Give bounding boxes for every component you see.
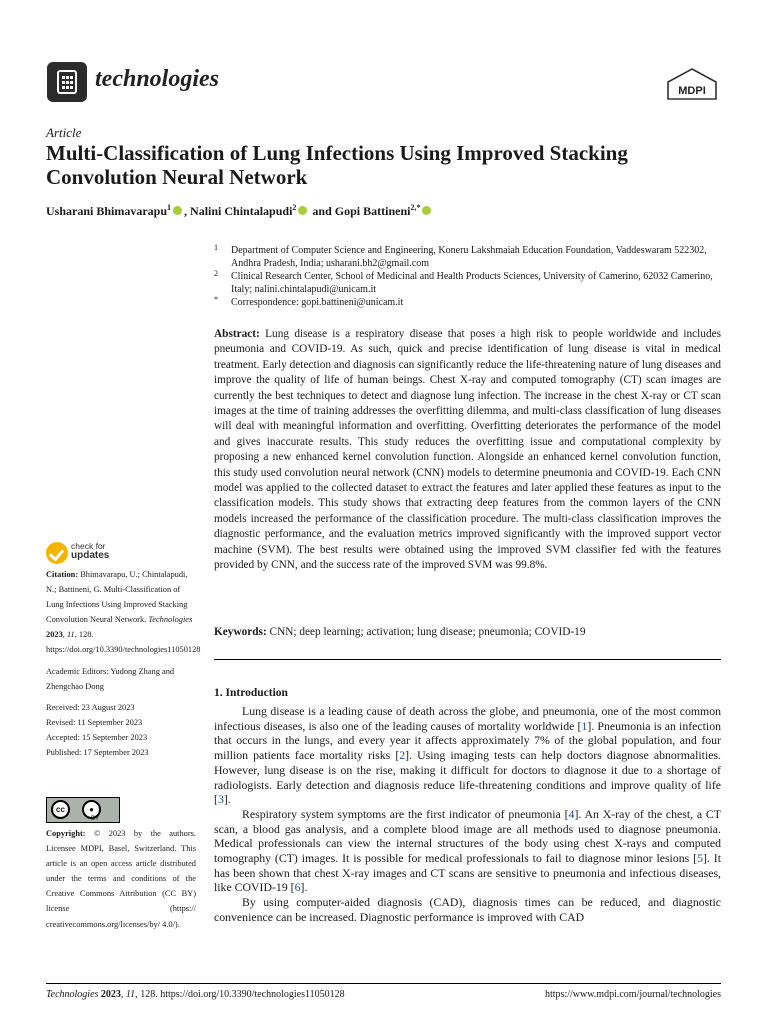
- keywords: [214, 626, 721, 638]
- affiliation-text: Correspondence: gopi.battineni@unicam.it: [231, 297, 404, 308]
- footer-year: 2023: [100, 989, 121, 1000]
- text-run: ].: [223, 792, 231, 807]
- section-heading: 1. Introduction: [214, 687, 288, 699]
- author-name: Nalini Chintalapudi: [190, 204, 293, 218]
- check-for-updates-label[interactable]: [71, 542, 109, 560]
- citation-link[interactable]: 5: [697, 851, 703, 866]
- citation-link[interactable]: 3: [217, 792, 224, 807]
- paragraph: [214, 704, 721, 807]
- check-line-2: updates: [71, 550, 110, 561]
- mdpi-logo-icon: [666, 68, 718, 100]
- check-line-1: check for: [71, 541, 106, 551]
- text-run: ]. An X-ray of the chest, a CT scan, a blood gas analysis, and a complete blood image are all methods used to diagnose pneumonia. Medical professionals can view the internal structures of the body using chest X-rays and computed tomography (CT) images. It is possible for medical professionals to fail to diagnose minor lesions [: [214, 806, 721, 866]
- accepted-date: Accepted: 15 September 2023: [46, 732, 148, 742]
- keywords-label: Keywords:: [214, 626, 267, 638]
- abstract-text: Lung disease is a respiratory disease that poses a high risk to people worldwide and includes pneumonia and COVID-19. As such, quick and precise identification of lung disease is vital in medical treatment. Early detection and diagnosis can significantly reduce the life-threatening nature of lung diseases and improve the quality of life of human beings. Chest X-ray and computed tomography (CT) scan images are currently the best techniques to detect and diagnose lung infection. The increase in the chest X-ray or CT scan images at the time of training addresses the overfitting dilemma, and multi-class classification of lung diseases will deal with meaningful information and overfitting. Overfitting deteriorates the performance of the model and gives inaccurate results. This study reduces the overfitting issue and computational complexity by proposing a new enhanced kernel convolution function. Alongside an enhanced kernel convolution function, this study used convolution neural network (CNN) models to determine pneumonia and COVID-19. Each CNN model was applied to the collected dataset to extract the features and later applied these features as input to the classification models. This study shows that extracting deep features from the common layers of the CNN models increased the performance of the classification procedure. The multi-class classification improves the diagnostic performance, and the evaluation metrics improved significantly with the improved support vector machine (SVM). The best results were obtained using the improved SVM classifier fed with the features provided by CNN, and the success rate of the improved SVM was 99.8%.: [214, 328, 721, 572]
- affiliation-text: Clinical Research Center, School of Medicinal and Health Products Sciences, University of Camerino, 62032 Camerino, Italy; nalini.chintalapudi@unicam.it: [231, 271, 713, 295]
- orcid-icon[interactable]: [422, 206, 431, 215]
- author-name: Usharani Bhimavarapu: [46, 204, 168, 218]
- published-date: Published: 17 September 2023: [46, 748, 149, 758]
- orcid-icon[interactable]: [173, 206, 182, 215]
- footer-volume: 11: [125, 989, 136, 1000]
- author-affiliation-mark: 1: [167, 203, 172, 212]
- citation-link[interactable]: 2: [399, 748, 406, 763]
- footer-citation: Technologies 2023, 11, 128. https://doi.org/10.3390/technologies11050128: [46, 989, 345, 1000]
- revised-date: Revised: 11 September 2023: [46, 717, 143, 727]
- affiliation-mark: 2: [214, 269, 218, 278]
- citation-label: Citation:: [46, 570, 79, 579]
- author-affiliation-mark: 2: [292, 203, 297, 212]
- copyright-text: © 2023 by the authors. Licensee MDPI, Basel, Switzerland. This article is an open access article distributed under the terms and conditions of the Creative Commons Attribution (CC BY) license (https:// creativecommons.org/licenses/by/ 4.0/).: [46, 829, 197, 929]
- text-run: ]. It has been shown that chest X-ray images and CT scans are sensitive to pneumonia and infectious diseases, like COVID-19 [: [214, 851, 721, 895]
- footer-journal: Technologies: [46, 989, 99, 1000]
- text-run: Lung disease is a leading cause of death across the globe, and pneumonia, one of the most common infectious diseases, is also one of the leading causes of mortality worldwide [: [214, 704, 721, 733]
- abstract: [214, 327, 721, 574]
- author-affiliation-mark: 2,*: [410, 203, 421, 212]
- citation-link[interactable]: 1: [581, 718, 588, 733]
- cc-by-license-badge[interactable]: [46, 797, 120, 823]
- dates-block: [46, 700, 196, 760]
- affiliation-mark: 1: [214, 243, 218, 252]
- introduction-body: [214, 704, 721, 925]
- cc-icon: cc: [51, 800, 70, 819]
- affiliation-item: [214, 244, 734, 270]
- academic-editors: Academic Editors: Yudong Zhang and Zhengchao Dong: [46, 666, 175, 691]
- copyright-notice: [46, 826, 196, 932]
- paragraph: [214, 807, 721, 895]
- text-run: ]. Pneumonia is an infection that occurs in the lungs, and every year it affects approximately 7% of the global population, and four million patients face mortality risks [: [214, 718, 721, 763]
- footer-doi[interactable]: , 128. https://doi.org/10.3390/technologies11050128: [135, 989, 345, 1000]
- citation-volume: 11: [66, 630, 75, 640]
- footer-divider: [46, 983, 721, 984]
- affiliation-text: Department of Computer Science and Engineering, Koneru Lakshmaiah Education Foundation, Vaddeswaram 522302, Andhra Pradesh, India; usharani.bh2@gmail.com: [231, 245, 707, 269]
- author-name: Gopi Battineni: [334, 204, 411, 218]
- citation-link[interactable]: 6: [294, 880, 301, 895]
- section-divider: [214, 659, 721, 660]
- citation-block: Citation: Bhimavarapu, U.; Chintalapudi, N.; Battineni, G. Multi-Classification of Lung Infections Using Improved Stacking Convolution Neural Network. Technologies 2023, 11, 128. https://doi.org/10.3390/technologies11050128: [46, 570, 201, 655]
- article-type: Article: [46, 125, 82, 140]
- journal-logo-icon: [47, 62, 87, 102]
- affiliation-item: [214, 296, 734, 309]
- citation-year: 2023: [46, 630, 63, 640]
- text-run: Respiratory system symptoms are the first indicator of pneumonia [: [242, 806, 569, 821]
- received-date: Received: 23 August 2023: [46, 702, 135, 712]
- journal-name: technologies: [95, 66, 219, 92]
- citation-journal: Technologies: [148, 615, 193, 625]
- copyright-label: Copyright:: [46, 829, 86, 838]
- affiliations: [214, 244, 734, 309]
- paper-title: Multi-Classification of Lung Infections Using Improved Stacking Convolution Neural Network: [46, 141, 628, 189]
- attribution-icon: ●: [82, 800, 101, 819]
- citation-doi[interactable]: , 128. https://doi.org/10.3390/technologies11050128: [46, 630, 201, 655]
- author-list: [46, 203, 433, 219]
- abstract-label: Abstract:: [214, 328, 260, 340]
- orcid-icon[interactable]: [298, 206, 307, 215]
- text-run: ]. Using imaging tests can help doctors diagnose abnormalities. However, lung disease is on the rise, making it difficult for doctors to diagnose it due to a shortage of radiologists. Early detection and diagnosis reduce life-threatening conditions and improve quality of life [: [214, 748, 721, 807]
- article-info-sidebar: [46, 567, 201, 766]
- paragraph: By using computer-aided diagnosis (CAD), diagnosis times can be reduced, and diagnostic convenience can be increased. Diagnostic performance is improved with CAD: [214, 895, 721, 924]
- by-label: BY: [91, 816, 100, 822]
- publisher-name: MDPI: [678, 85, 706, 97]
- text-run: ].: [300, 880, 308, 895]
- footer-journal-url[interactable]: https://www.mdpi.com/journal/technologies: [545, 989, 721, 1000]
- citation-text: Bhimavarapu, U.; Chintalapudi, N.; Battineni, G. Multi-Classification of Lung Infections Using Improved Stacking Convolution Neural Network.: [46, 570, 188, 625]
- citation-link[interactable]: 4: [568, 806, 575, 821]
- author-separator: and: [309, 204, 335, 218]
- affiliation-mark: *: [214, 295, 218, 304]
- author-separator: ,: [184, 204, 191, 218]
- keywords-text: CNN; deep learning; activation; lung disease; pneumonia; COVID-19: [269, 626, 586, 638]
- affiliation-item: [214, 270, 734, 296]
- check-for-updates-icon[interactable]: [46, 542, 68, 564]
